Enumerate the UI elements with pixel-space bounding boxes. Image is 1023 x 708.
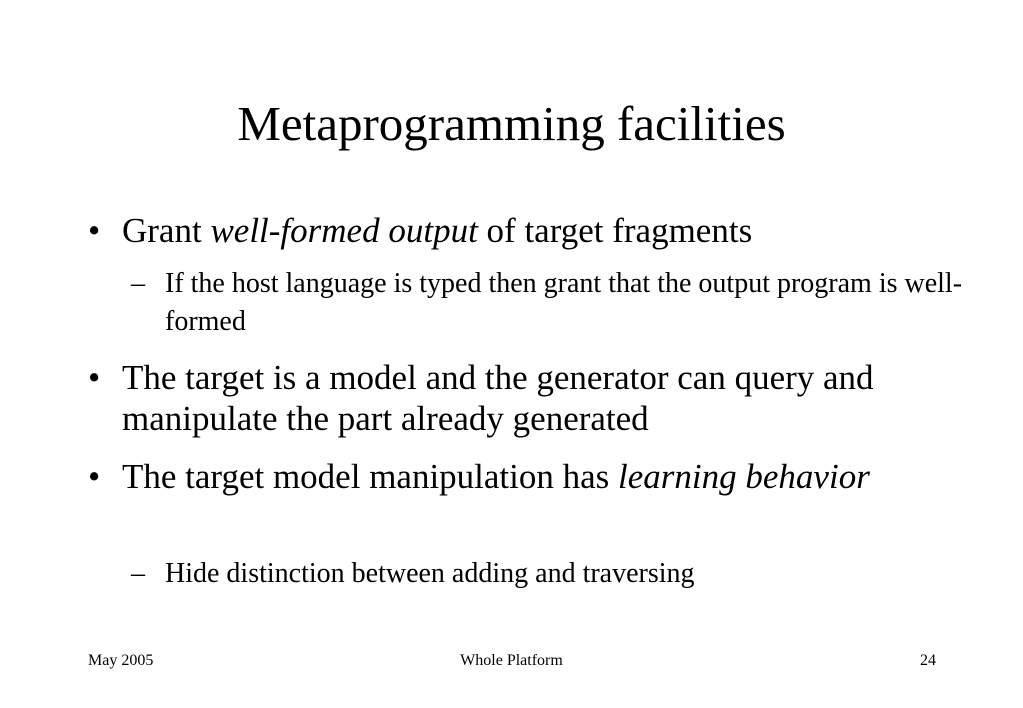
sub-bullet-typed-host [131,265,971,341]
bullet-text-start: Grant [122,211,211,250]
bullet-target-model [88,357,968,439]
sub-bullet-text: If the host language is typed then grant that the output program is well-formed [165,268,963,337]
sub-bullet-mark: – [131,558,145,589]
bullet-mark: • [88,211,101,250]
bullet-text: The target is a model and the generator can query and manipulate the part already generated [122,358,874,438]
bullet-text-start: The target model manipulation has [122,457,619,496]
footer-title: Whole Platform [460,652,563,669]
bullet-emphasis: learning behavior [618,457,870,496]
bullet-text [122,210,968,251]
sub-bullet-text: Hide distinction between adding and traversing [165,558,695,589]
sub-bullet-hide-distinction [131,555,971,593]
bullet-text [122,456,968,497]
sub-bullet-mark: – [131,268,145,299]
bullet-mark: • [88,457,101,496]
bullet-mark: • [88,358,101,397]
footer-date: May 2005 [88,652,154,669]
slide-title: Metaprogramming facilities [237,96,786,151]
bullet-emphasis: well-formed output [210,211,478,250]
bullet-well-formed-output [88,210,968,251]
page-number: 24 [920,652,936,669]
bullet-text-end: of target fragments [477,211,753,250]
bullet-learning-behavior [88,456,968,497]
